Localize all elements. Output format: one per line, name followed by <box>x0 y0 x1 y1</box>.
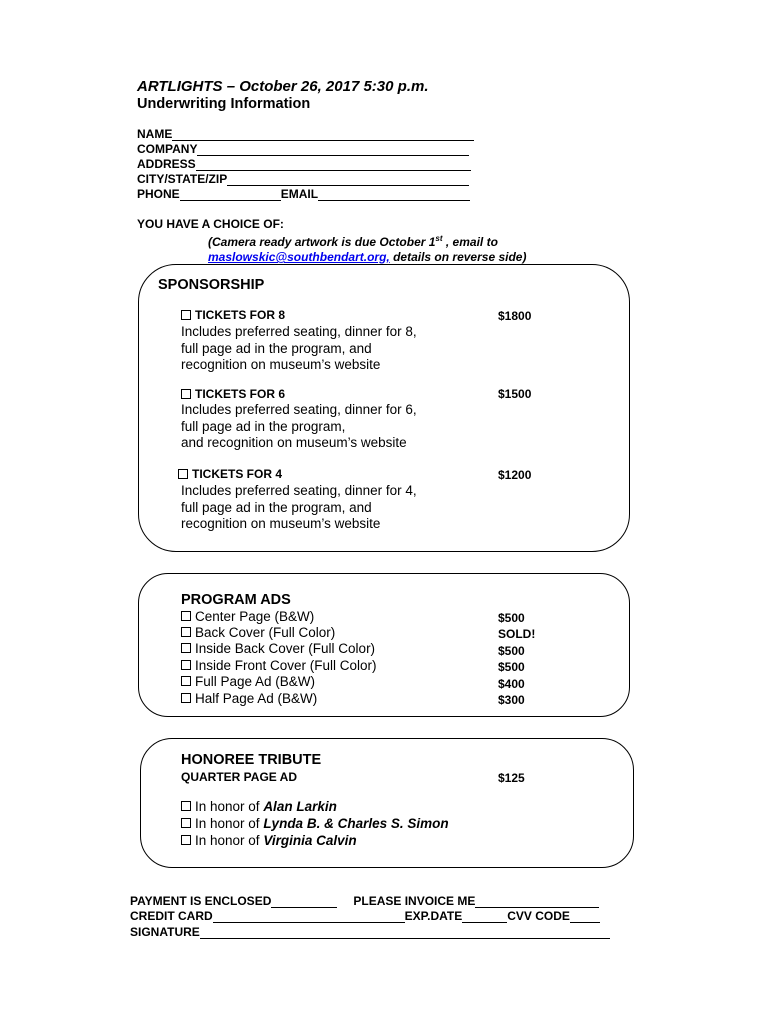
city-state-zip-line[interactable] <box>227 172 469 186</box>
name-field[interactable] <box>137 126 474 141</box>
cvv-label: CVV CODE <box>507 909 570 923</box>
choice-heading: YOU HAVE A CHOICE OF: <box>137 217 284 231</box>
ad-option[interactable] <box>181 658 377 674</box>
honor-option[interactable] <box>181 816 449 831</box>
honoree-name: Virginia Calvin <box>263 833 357 848</box>
ad-label: Inside Back Cover (Full Color) <box>195 641 376 656</box>
cvv-line[interactable] <box>570 909 600 923</box>
desc-line: Includes preferred seating, dinner for 4, <box>181 483 417 498</box>
ad-label: Half Page Ad (B&W) <box>195 691 318 706</box>
item-label: TICKETS FOR 4 <box>192 467 283 481</box>
name-label: NAME <box>137 127 173 141</box>
company-line[interactable] <box>197 142 469 156</box>
signature-row <box>130 924 610 939</box>
address-label: ADDRESS <box>137 157 196 171</box>
desc-line: and recognition on museum’s website <box>181 435 407 450</box>
checkbox-icon[interactable] <box>181 676 191 686</box>
credit-card-label: CREDIT CARD <box>130 909 213 923</box>
phone-line[interactable] <box>180 187 281 201</box>
invoice-line[interactable] <box>475 894 599 908</box>
sponsorship-item-tickets-8[interactable] <box>181 308 285 322</box>
checkbox-icon[interactable] <box>181 801 191 811</box>
desc-line: full page ad in the program, and <box>181 340 372 356</box>
item-price: $1200 <box>498 468 532 482</box>
checkbox-icon[interactable] <box>181 310 191 320</box>
note-part3: details on reverse side) <box>389 250 527 264</box>
invoice-label: PLEASE INVOICE ME <box>353 894 476 908</box>
desc-line: Includes preferred seating, dinner for 8, <box>181 324 417 339</box>
checkbox-icon[interactable] <box>181 389 191 399</box>
company-label: COMPANY <box>137 142 198 156</box>
note-part1: (Camera ready artwork is due October 1 <box>208 235 436 249</box>
honor-prefix: In honor of <box>195 799 260 814</box>
page-subtitle: Underwriting Information <box>137 96 311 112</box>
ad-price: $300 <box>498 693 525 707</box>
honor-prefix: In honor of <box>195 816 260 831</box>
desc-line: full page ad in the program, and <box>181 499 372 515</box>
note-sup: st <box>435 234 443 243</box>
payment-enclosed-line[interactable] <box>271 894 337 908</box>
page-title: ARTLIGHTS – October 26, 2017 5:30 p.m. <box>137 78 429 95</box>
address-line[interactable] <box>196 157 471 171</box>
ad-option[interactable] <box>181 641 375 657</box>
ad-price: $500 <box>498 660 525 674</box>
exp-date-line[interactable] <box>462 909 507 923</box>
ad-label: Back Cover (Full Color) <box>195 625 336 640</box>
signature-line[interactable] <box>200 925 610 939</box>
ad-label: Full Page Ad (B&W) <box>195 674 316 689</box>
item-price: $1500 <box>498 387 532 401</box>
city-state-zip-field[interactable] <box>137 171 469 186</box>
company-field[interactable] <box>137 141 469 156</box>
checkbox-icon[interactable] <box>181 660 191 670</box>
ad-label: Center Page (B&W) <box>195 609 315 624</box>
city-state-zip-label: CITY/STATE/ZIP <box>137 172 228 186</box>
sponsorship-title: SPONSORSHIP <box>158 277 265 293</box>
name-line[interactable] <box>172 127 474 141</box>
artwork-note <box>208 231 526 265</box>
item-description <box>181 402 417 452</box>
item-price: $1800 <box>498 309 532 323</box>
phone-label: PHONE <box>137 187 180 201</box>
ad-price: $500 <box>498 644 525 658</box>
email-line[interactable] <box>318 187 470 201</box>
item-description <box>181 324 417 374</box>
desc-line: Includes preferred seating, dinner for 6, <box>181 402 417 417</box>
ad-option[interactable] <box>181 609 314 625</box>
honoree-subtitle: QUARTER PAGE AD <box>181 770 298 784</box>
program-ads-title: PROGRAM ADS <box>181 592 291 608</box>
phone-email-field[interactable] <box>137 186 470 201</box>
email-link[interactable]: maslowskic@southbendart.org, <box>208 250 390 264</box>
checkbox-icon[interactable] <box>181 611 191 621</box>
ad-price: SOLD! <box>498 627 536 641</box>
honor-option[interactable] <box>181 799 337 814</box>
checkbox-icon[interactable] <box>181 693 191 703</box>
note-part2: , email to <box>442 235 498 249</box>
desc-line: recognition on museum’s website <box>181 357 381 372</box>
sponsorship-item-tickets-4[interactable] <box>178 467 282 481</box>
honor-option[interactable] <box>181 833 357 848</box>
honor-prefix: In honor of <box>195 833 260 848</box>
ad-price: $500 <box>498 611 525 625</box>
exp-date-label: EXP.DATE <box>404 909 463 923</box>
payment-enclosed-label: PAYMENT IS ENCLOSED <box>130 894 272 908</box>
item-label: TICKETS FOR 6 <box>195 387 286 401</box>
honoree-title: HONOREE TRIBUTE <box>181 752 322 768</box>
checkbox-icon[interactable] <box>181 818 191 828</box>
email-label: EMAIL <box>280 187 319 201</box>
ad-price: $400 <box>498 677 525 691</box>
checkbox-icon[interactable] <box>181 835 191 845</box>
checkbox-icon[interactable] <box>181 643 191 653</box>
honoree-price: $125 <box>498 771 525 785</box>
sponsorship-item-tickets-6[interactable] <box>181 387 285 401</box>
checkbox-icon[interactable] <box>181 627 191 637</box>
credit-card-line[interactable] <box>213 909 405 923</box>
ad-label: Inside Front Cover (Full Color) <box>195 658 377 673</box>
signature-label: SIGNATURE <box>130 925 200 939</box>
checkbox-icon[interactable] <box>178 469 188 479</box>
desc-line: recognition on museum’s website <box>181 516 381 531</box>
ad-option[interactable] <box>181 625 335 641</box>
desc-line: full page ad in the program, <box>181 418 346 434</box>
item-label: TICKETS FOR 8 <box>195 308 286 322</box>
honoree-name: Alan Larkin <box>263 799 337 814</box>
credit-card-row <box>130 908 600 923</box>
ad-option[interactable] <box>181 674 315 690</box>
item-description <box>181 483 417 533</box>
payment-row <box>130 893 599 908</box>
ad-option[interactable] <box>181 691 317 707</box>
honoree-name: Lynda B. & Charles S. Simon <box>263 816 449 831</box>
address-field[interactable] <box>137 156 471 171</box>
